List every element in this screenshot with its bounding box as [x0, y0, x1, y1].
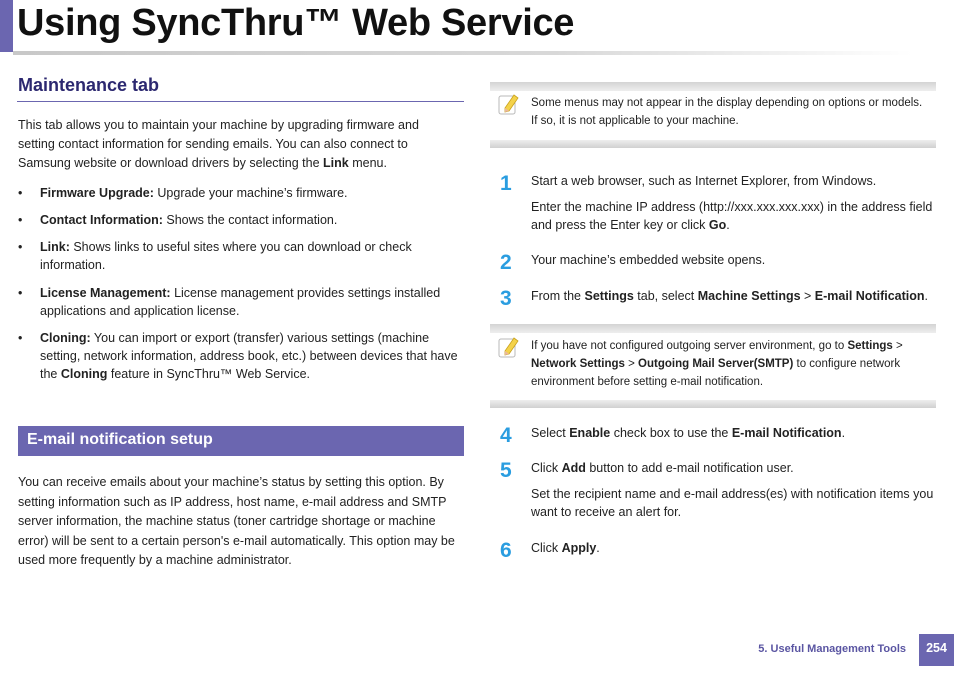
list-item: • Cloning: You can import or export (transfer) various settings (machine setting, network information, address book, etc.) between devices that have the Cloning feature in SyncThru™ Web Service. [18, 331, 458, 381]
step-text: Start a web browser, such as Internet Explorer, from Windows. [531, 174, 877, 188]
step-number: 2 [500, 251, 512, 274]
step-subtext: Set the recipient name and e-mail address(es) with notification items you want to receive an alert for. [531, 487, 934, 519]
list-item: • Contact Information: Shows the contact information. [18, 213, 338, 227]
step-subtext: Enter the machine IP address (http://xxx.xxx.xxx.xxx) in the address field and press the Enter key or click Go. [531, 200, 933, 232]
page-number: 254 [926, 641, 947, 655]
note-text: If you have not configured outgoing server environment, go to Settings > Network Settings > Outgoing Mail Server(SMTP) to configure network environment before setting e-mail notification. [531, 340, 903, 388]
step-number: 6 [500, 539, 512, 562]
email-section-paragraph: You can receive emails about your machine’s status by setting this option. By setting information such as IP address, host name, e-mail address and SMTP server information, the machine status (toner cartridge shortage or machine error) will be sent to a certain person's e-mail automatically. This option may be used more frequently by a machine administrator. [18, 475, 455, 567]
step-number: 3 [500, 287, 512, 310]
step-text: From the Settings tab, select Machine Settings > E-mail Notification. [531, 289, 929, 303]
step-text: Click Add button to add e-mail notification user. [531, 461, 794, 475]
intro-paragraph: This tab allows you to maintain your machine by upgrading firmware and setting contact information for sending emails. You can also connect to Samsung website or download drivers by selecting the Link menu. [18, 118, 419, 170]
title-accent-bar [0, 0, 13, 52]
step-text: Select Enable check box to use the E-mail Notification. [531, 426, 846, 440]
step-number: 5 [500, 459, 512, 482]
note-box [490, 82, 936, 148]
list-item: • Firmware Upgrade: Upgrade your machine’s firmware. [18, 186, 348, 200]
section-divider [17, 101, 464, 102]
step-text: Your machine’s embedded website opens. [531, 253, 766, 267]
list-item: • License Management: License management provides settings installed applications and application license. [18, 286, 441, 318]
step-number: 4 [500, 424, 512, 447]
list-item: • Link: Shows links to useful sites where you can download or check information. [18, 240, 412, 272]
note-text: Some menus may not appear in the display depending on options or models. If so, it is not applicable to your machine. [531, 97, 923, 127]
title-divider [13, 51, 913, 55]
step-number: 1 [500, 172, 512, 195]
section-heading: Maintenance tab [18, 75, 160, 95]
pencil-note-icon [498, 335, 520, 359]
footer-chapter-label: 5. Useful Management Tools [758, 643, 906, 655]
pencil-note-icon [498, 92, 520, 116]
note-box [490, 324, 936, 408]
email-section-heading: E-mail notification setup [27, 431, 213, 448]
step-text: Click Apply. [531, 541, 600, 555]
page-title: Using SyncThru™ Web Service [17, 2, 575, 44]
